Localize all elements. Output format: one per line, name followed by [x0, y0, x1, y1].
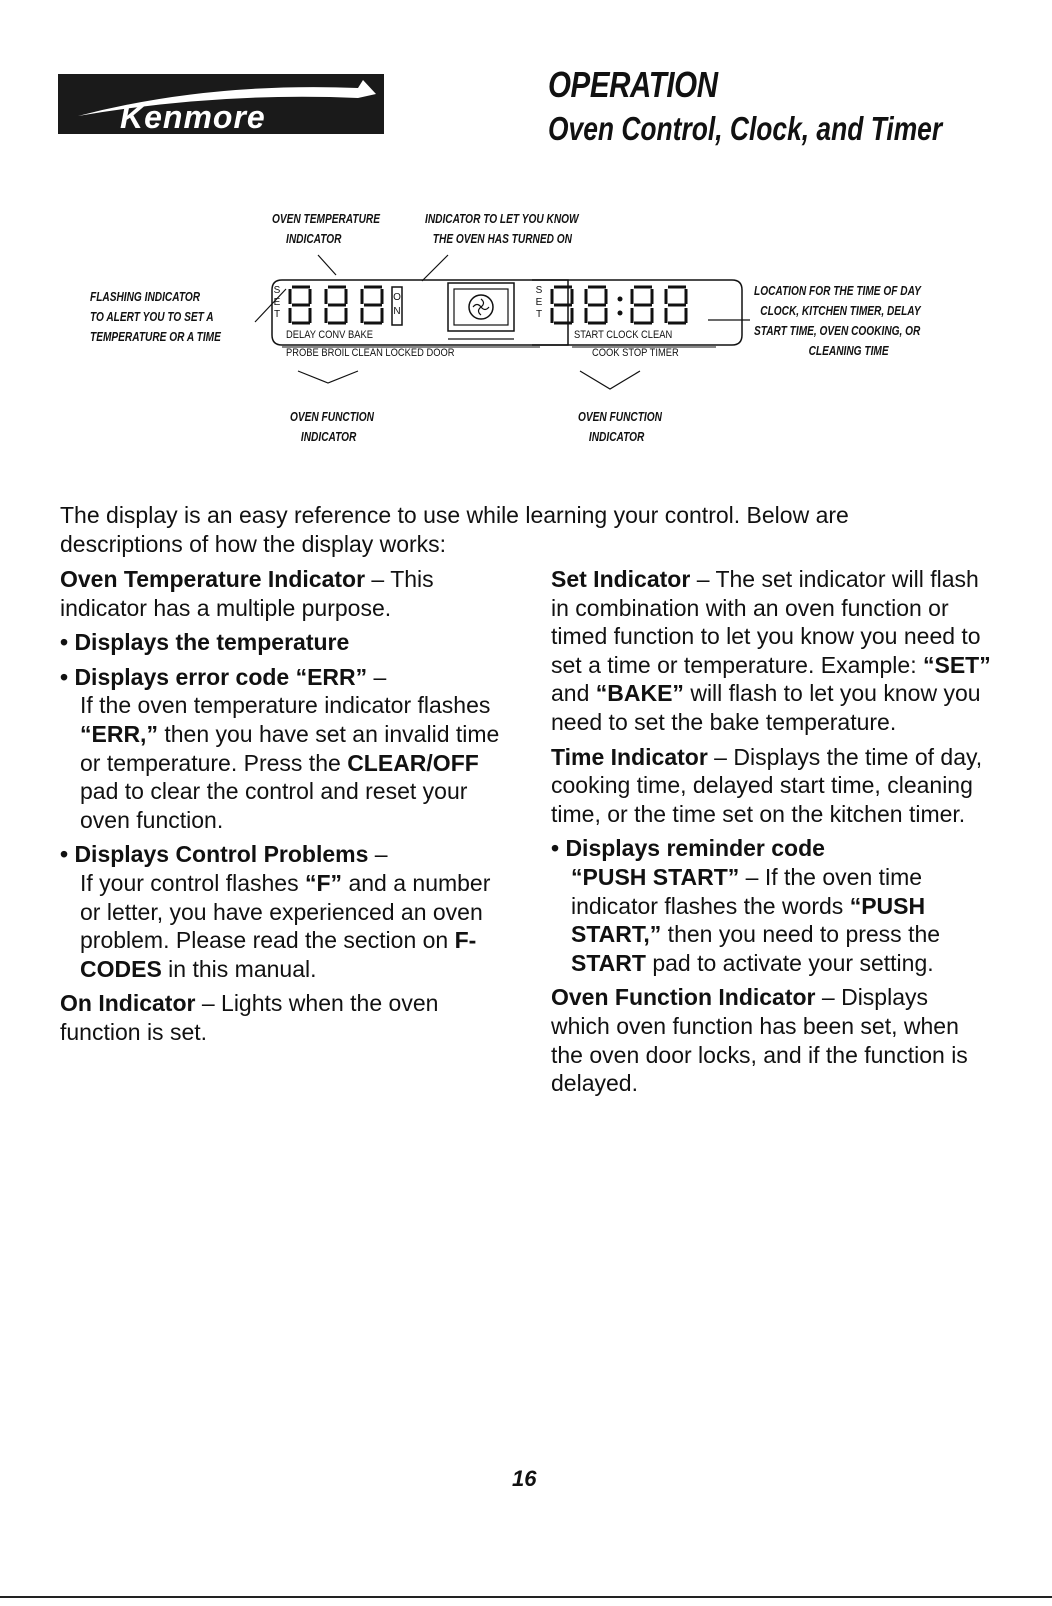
bottom-rule — [0, 1596, 1052, 1598]
bullet-displays-error-code: • Displays error code “ERR” – If the oven temperature indicator flashes “ERR,” then you have set an invalid time or temperature. Press the CLEAR/OFF pad to clear the control and reset your oven function. — [60, 663, 500, 833]
right-display-row2: COOK STOP TIMER — [592, 347, 679, 359]
on-letter-o: O — [393, 292, 401, 303]
callout-oven-function-right: OVEN FUNCTION INDICATOR — [578, 409, 662, 444]
time-indicator-section: Time Indicator – Displays the time of day, cooking time, delayed start time, cleaning time, or the time set on the kitchen timer. — [551, 743, 983, 827]
page-subtitle: Oven Control, Clock, and Timer — [548, 110, 943, 147]
bullet-displays-control-problems: • Displays Control Problems – If your control flashes “F” and a number or letter, you have experienced an oven problem. Please read the section on F-CODES in this manual. — [60, 841, 491, 982]
callout-flashing-indicator: FLASHING INDICATOR TO ALERT YOU TO SET A TEMPERATURE OR A TIME — [90, 289, 221, 344]
left-column — [60, 565, 510, 1053]
callout-time-location: LOCATION FOR THE TIME OF DAY CLOCK, KITCHEN TIMER, DELAY START TIME, OVEN COOKING, OR CLEANING TIME — [754, 283, 921, 358]
oven-function-indicator-section: Oven Function Indicator – Displays which oven function has been set, when the oven door locks, and if the function is delayed. — [551, 984, 968, 1097]
callout-oven-temperature-indicator: OVEN TEMPERATURE INDICATOR — [272, 211, 380, 246]
left-display-row2: PROBE BROIL CLEAN LOCKED DOOR — [286, 347, 455, 359]
set-letter-e: E — [273, 297, 281, 308]
callout-on-indicator: INDICATOR TO LET YOU KNOW THE OVEN HAS TURNED ON — [425, 211, 579, 246]
oven-temperature-indicator-section: Oven Temperature Indicator – This indicator has a multiple purpose. — [60, 566, 434, 621]
intro-paragraph: The display is an easy reference to use while learning your control. Below are descriptions of how the display works: — [60, 502, 849, 557]
set-letter-t-right: T — [535, 309, 543, 320]
bullet-displays-temperature: • Displays the temperature — [60, 629, 350, 656]
control-display-diagram — [60, 205, 990, 475]
bullet-reminder-code: • Displays reminder code “PUSH START” – If the oven time indicator flashes the words “PUSH START,” then you need to press the START pad to activate your setting. — [551, 835, 941, 976]
set-letter-s: S — [273, 285, 281, 296]
set-indicator-section: Set Indicator – The set indicator will flash in combination with an oven function or timed function to let you know you need to set a time or temperature. Example: “SET” and “BAKE” will flash to let you know you need to set the bake temperature. — [551, 566, 991, 735]
logo-text: Kenmore — [120, 99, 266, 134]
callout-oven-function-left: OVEN FUNCTION INDICATOR — [290, 409, 374, 444]
set-letter-s-right: S — [535, 285, 543, 296]
page-title: OPERATION — [548, 64, 718, 105]
kenmore-logo — [58, 74, 384, 134]
left-display-row1: DELAY CONV BAKE — [286, 329, 373, 341]
right-display-row1: START CLOCK CLEAN — [574, 329, 673, 341]
set-letter-e-right: E — [535, 297, 543, 308]
on-letter-n: N — [393, 306, 401, 317]
right-column — [551, 565, 991, 1104]
page-number: 16 — [512, 1466, 537, 1491]
on-indicator-section: On Indicator – Lights when the oven function is set. — [60, 990, 439, 1045]
set-letter-t: T — [273, 309, 281, 320]
